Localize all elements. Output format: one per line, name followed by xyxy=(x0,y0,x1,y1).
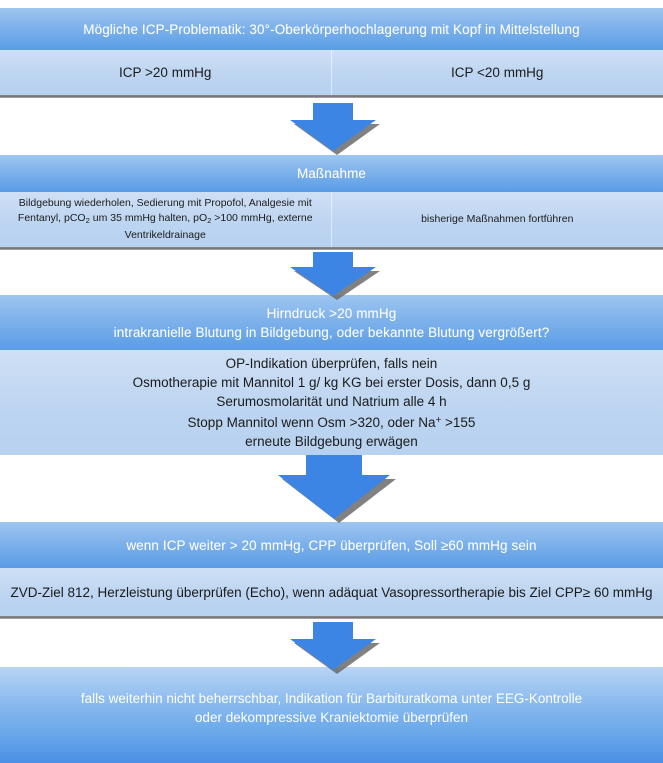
step-2-columns-band xyxy=(0,192,663,247)
osmo-line-3: Serumosmolarität und Natrium alle 4 h xyxy=(216,393,447,409)
massnahme-sub-o2: 2 xyxy=(207,215,212,225)
arrow-down-2 xyxy=(283,252,383,300)
massnahme-line-3: Ventrikeldrainage xyxy=(124,228,206,241)
step-1-columns-band xyxy=(0,50,663,95)
divider-rule-2 xyxy=(0,247,663,250)
step-2-column-massnahme-low xyxy=(332,192,663,247)
step-1-header-text: Mögliche ICP-Problematik: 30°-Oberkörperhochlagerung mit Kopf in Mittelstellung xyxy=(83,21,580,37)
step-2-massnahme-low-text: bisherige Maßnahmen fortführen xyxy=(421,213,574,225)
hirndruck-line-1: Hirndruck >20 mmHg xyxy=(266,305,397,321)
osmo-line-5: erneute Bildgebung erwägen xyxy=(245,434,418,450)
step-2-massnahme-high-text xyxy=(12,196,319,243)
step-1-column-icp-low xyxy=(332,50,663,95)
osmo-sup-na: + xyxy=(435,414,442,426)
final-line-1: falls weiterhin nicht beherrschbar, Indikation für Barbituratkoma unter EEG-Kontrolle xyxy=(80,691,583,706)
step-1-icp-low-text: ICP <20 mmHg xyxy=(451,65,544,80)
step-4-body-text: ZVD-Ziel 812, Herzleistung überprüfen (Echo), wenn adäquat Vasopressortherapie bis Ziel CPP≥ 60 mmHg xyxy=(10,584,653,600)
step-4-header-text: wenn ICP weiter > 20 mmHg, CPP überprüfen, Soll ≥60 mmHg sein xyxy=(126,537,537,553)
step-2-header-band xyxy=(0,155,663,192)
final-line-2: oder dekompressive Kraniektomie überprüfen xyxy=(194,710,469,725)
massnahme-line-2a: Fentanyl, pCO xyxy=(17,212,86,225)
step-4-body-band xyxy=(0,568,663,616)
massnahme-line-2b: um 35 mmHg halten, pO xyxy=(89,212,208,225)
osmo-line-4a: Stopp Mannitol wenn Osm >320, oder Na xyxy=(187,415,436,431)
step-2-column-massnahme-high xyxy=(0,192,332,247)
step-3-header-band xyxy=(0,295,663,350)
massnahme-sub-co2: 2 xyxy=(85,215,90,225)
divider-rule-3 xyxy=(0,616,663,619)
step-2-header-text: Maßnahme xyxy=(296,166,367,181)
hirndruck-line-2: intrakranielle Blutung in Bildgebung, oder bekannte Blutung vergrößert? xyxy=(113,324,550,340)
arrow-down-3 xyxy=(269,455,399,523)
step-4-header-band xyxy=(0,522,663,568)
step-5-text xyxy=(69,689,594,727)
massnahme-line-1: Bildgebung wiederholen, Sedierung mit Propofol, Analgesie mit xyxy=(18,197,312,210)
step-3-body-band xyxy=(0,350,663,455)
step-3-body-text xyxy=(121,354,543,451)
step-5-band xyxy=(0,667,663,763)
osmo-line-4b: >155 xyxy=(441,415,476,431)
massnahme-line-2c: >100 mmHg, externe xyxy=(211,212,313,225)
arrow-down-1 xyxy=(283,103,383,155)
step-1-column-icp-high xyxy=(0,50,332,95)
step-1-icp-high-text: ICP >20 mmHg xyxy=(119,65,212,80)
osmo-line-1: OP-Indikation überprüfen, falls nein xyxy=(225,355,438,371)
arrow-down-4 xyxy=(283,622,383,674)
step-3-header-text xyxy=(102,304,562,342)
step-1-header-band xyxy=(0,8,663,50)
osmo-line-2: Osmotherapie mit Mannitol 1 g/ kg KG bei erster Dosis, dann 0,5 g xyxy=(132,374,531,390)
divider-rule-1 xyxy=(0,95,663,98)
